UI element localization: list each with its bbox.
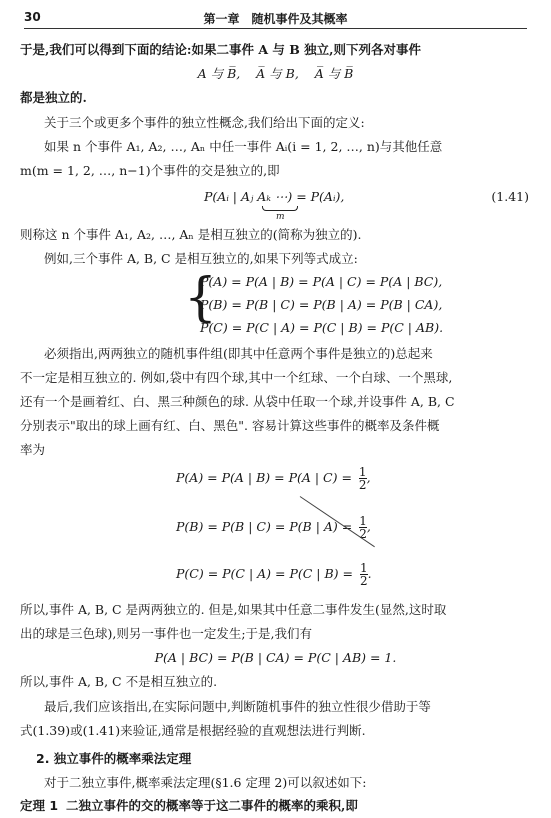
frac-eq-c-lhs: P(C) = P(C | A) = P(C | B) = [176,566,354,581]
text-line-9: 必须指出,两两独立的随机事件组(即其中任意两个事件是独立的)总起来 [44,346,433,361]
pair-abar-b: A̅ 与 B, [256,66,299,81]
running-header [24,10,527,28]
pair-abar-bbar: A̅ 与 B̅ [314,66,354,81]
frac-eq-b: P(B) = P(B | C) = P(B | A) = $\frac{1}{2}$ , [176,514,371,541]
underbrace [262,206,298,211]
text-line-18: 式(1.39)或(1.41)来验证,通常是根据经验的直观想法进行判断. [20,723,366,738]
theorem-1 [20,796,358,816]
chapter-title: 第一章 随机事件及其概率 [203,12,348,26]
text-line-6: m(m = 1, 2, …, n−1)个事件的交是独立的,即 [20,163,280,178]
text-line-5: 如果 n 个事件 A₁, A₂, …, Aₙ 中任一事件 Aᵢ(i = 1, 2, …, n)与其他任意 [44,139,443,154]
frac-eq-c: P(C) = P(C | A) = P(C | B) = $\frac{1}{2}$ . [176,561,372,588]
fraction-half-c [360,562,368,587]
section-heading: 2. 独立事件的概率乘法定理 [36,751,192,766]
frac-eq-a: P(A) = P(A | B) = P(A | C) = $\frac{1}{2}$ , [176,465,371,492]
fraction-numerator: 1 [359,514,367,528]
fraction-half-a [359,466,367,491]
pair-a-bbar: A 与 B̅, [197,66,241,81]
header-rule [24,28,527,29]
text-line-13: 率为 [20,442,46,457]
fraction-numerator: 1 [360,561,368,575]
text-line-4: 关于三个或更多个事件的独立性概念,我们给出下面的定义: [44,115,365,130]
system-eq-2: P(B) = P(B | C) = P(B | A) = P(B | CA), [200,297,443,312]
underbrace-label: m [276,212,285,222]
event-pairs-line [0,64,551,84]
text-line-12: 分别表示"取出的球上画有红、白、黑色". 容易计算这些事件的概率及条件概 [20,418,440,433]
fraction-denominator: 2 [359,527,367,541]
text-line-3: 都是独立的. [20,90,87,105]
text-line-14: 所以,事件 A, B, C 是两两独立的. 但是,如果其中任意二事件发生(显然,这时取 [20,602,447,617]
text-line-19: 对于二独立事件,概率乘法定理(§1.6 定理 2)可以叙述如下: [44,775,367,790]
equation-abc: P(A | BC) = P(B | CA) = P(C | AB) = 1. [154,650,397,665]
equation-1-41: P(Aᵢ | Aⱼ Aₖ ⋯) = P(Aᵢ), [204,189,345,204]
text-line-7: 则称这 n 个事件 A₁, A₂, …, Aₙ 是相互独立的(简称为独立的). [20,227,362,242]
frac-eq-a-lhs: P(A) = P(A | B) = P(A | C) = [176,470,352,485]
system-brace: { [184,268,218,328]
text-line-8: 例如,三个事件 A, B, C 是相互独立的,如果下列等式成立: [44,251,358,266]
fraction-denominator: 2 [358,478,367,492]
text-line-11: 还有一个是画着红、白、黑三种颜色的球. 从袋中任取一个球,并设事件 A, B, C [20,394,455,409]
system-eq-3: P(C) = P(C | A) = P(C | B) = P(C | AB). [200,320,444,335]
theorem-1-label: 定理 1 [20,798,59,813]
fraction-numerator: 1 [358,465,367,479]
text-line-16: 所以,事件 A, B, C 不是相互独立的. [20,674,218,689]
system-eq-1: P(A) = P(A | B) = P(A | C) = P(A | BC), [200,274,443,289]
text-line-15: 出的球是三色球),则另一事件也一定发生;于是,我们有 [20,626,313,641]
text-line-17: 最后,我们应该指出,在实际问题中,判断随机事件的独立性很少借助于等 [44,699,431,714]
frac-eq-b-lhs: P(B) = P(B | C) = P(B | A) = [176,519,353,534]
page-number: 30 [24,10,41,24]
text-line-1: 于是,我们可以得到下面的结论:如果二事件 A 与 B 独立,则下列各对事件 [20,42,421,57]
theorem-1-text: 二独立事件的交的概率等于这二事件的概率的乘积,即 [66,798,358,813]
fraction-denominator: 2 [360,574,368,588]
equation-number-1-41: (1.41) [491,189,529,204]
text-line-10: 不一定是相互独立的. 例如,袋中有四个球,其中一个红球、一个白球、一个黑球, [20,370,453,385]
